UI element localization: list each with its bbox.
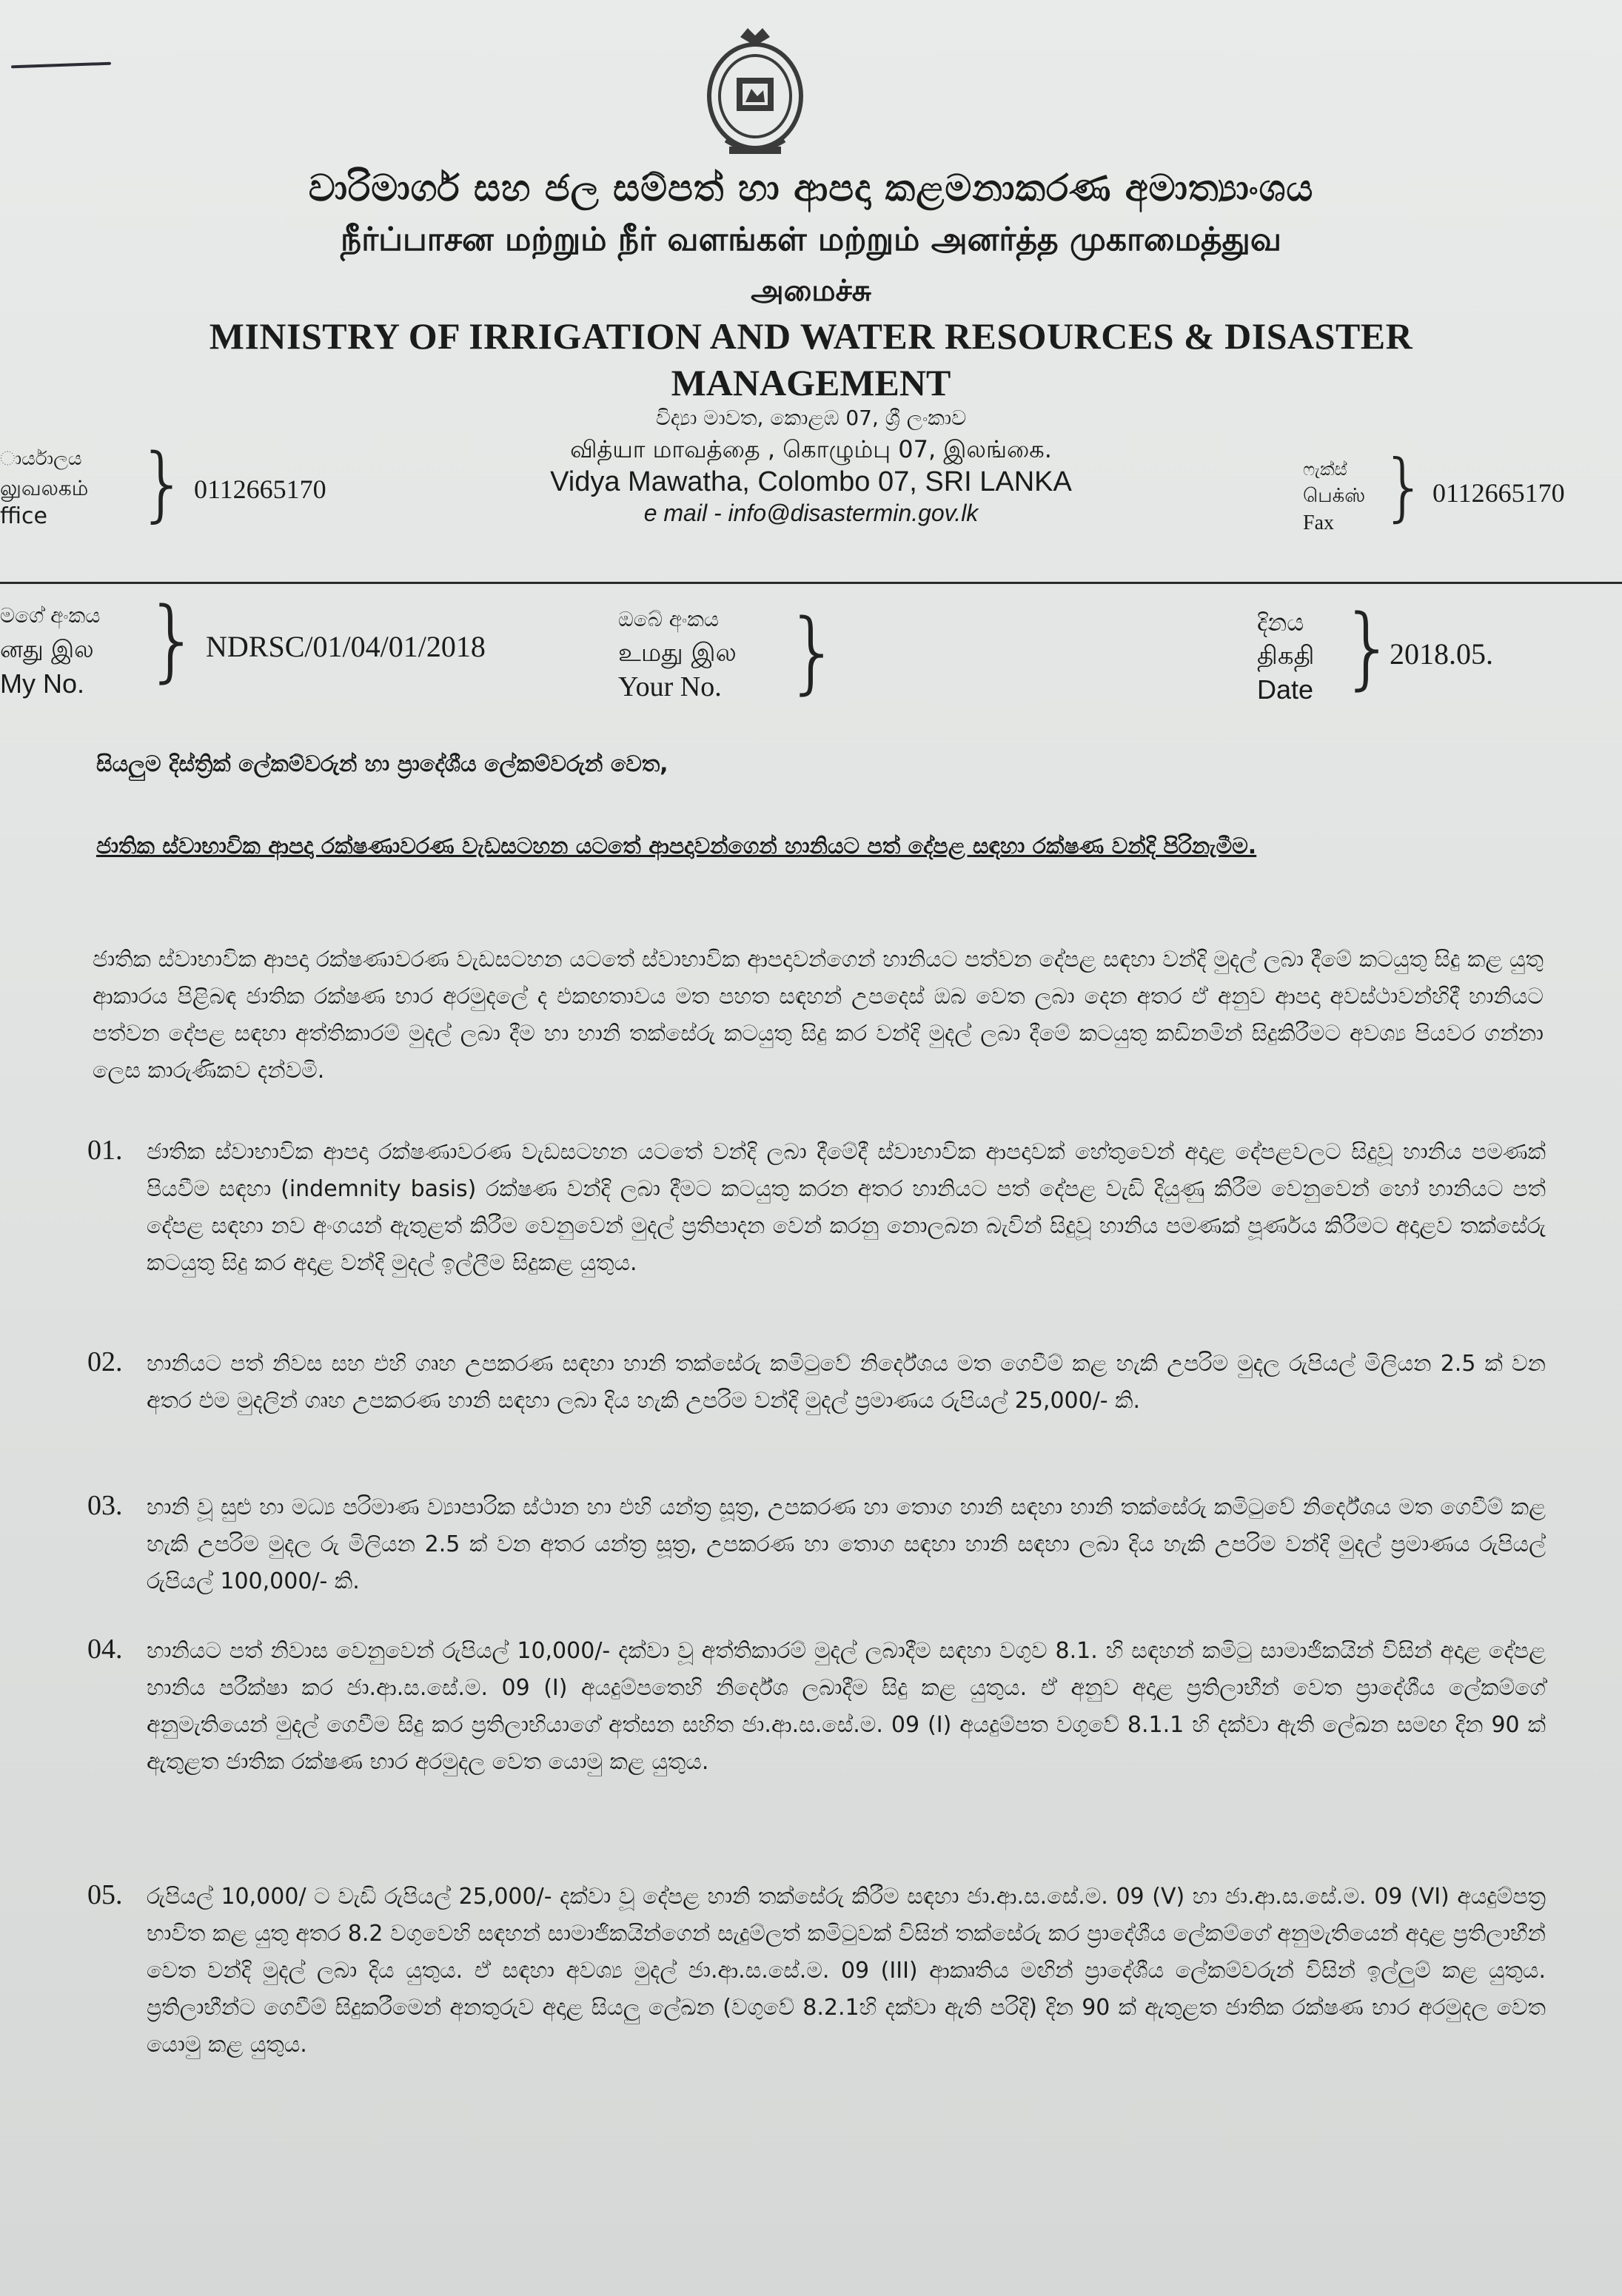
my-no-label-tamil: னது இல (0, 635, 94, 663)
sri-lanka-emblem-icon (700, 22, 811, 163)
item-text: රුපියල් 10,000/ ට වැඩි රුපියල් 25,000/- දක්වා වූ දේපළ හානි තක්සේරු කිරීම සඳහා ජා.ආ.ස.සේ.ම. 09 (V) හා ජා.ආ.ස.සේ.ම. 09 (VI) අයදුම්පත්‍ර භාවිත කළ යුතු අතර 8.2 වගුවෙහි සඳහන් සාමාජිකයින්ගෙන් සැදුම්ලත් කමිටුවක් විසින් තක්සේරු කර ප්‍රාදේශීය ලේකම්ගේ අනුමැතියෙන් අදාළ ප්‍රතිලාභීන් වෙත වන්දි මුදල් ලබා දිය යුතුය. ඒ සඳහා අවශ්‍ය මුදල් ජා.ආ.ස.සේ.ම. 09 (III) ආකෘතිය මඟින් ප්‍රාදේශීය ලේකම්වරුන් විසින් ඉල්ලුම් කළ යුතුය. ප්‍රතිලාභීන්ට ගෙවීම් සිදුකරීමෙන් අනතුරුව අදාළ සියලු ලේඛන (වගුවේ 8.2.1හි දක්වා ඇති පරිදි) දින 90 ක් ඇතුළත ජාතික රක්ෂණ භාර අරමුදල වෙත යොමු කළ යුතුය. (147, 1884, 1546, 2058)
date-label-tamil: திகதி (1257, 641, 1315, 671)
item-number: 02. (87, 1346, 123, 1377)
fax-brace: } (1381, 443, 1428, 530)
address-english: Vidya Mawatha, Colombo 07, SRI LANKA (550, 466, 1072, 497)
item-text: හානියට පත් නිවස සහ එහි ගෘහ උපකරණ සඳහා හානි තක්සේරු කමිටුවේ නිර්දේශය මත ගෙවීම් කළ හැකි උපරිම මුදල රුපියල් මිලියන 2.5 ක් වන අතර එම මුදලින් ගෘහ උපකරණ හානි සඳහා ලබා දිය හැකි උපරිම වන්දි මුදල් ප්‍රමාණය රුපියල් 25,000/- කි. (147, 1351, 1546, 1414)
salutation: සියලුම දිස්ත්‍රික් ලේකම්වරුන් හා ප්‍රාදේශීය ලේකම්වරුන් වෙත, (96, 751, 668, 777)
your-no-label-english: Your No. (618, 671, 722, 702)
your-no-label-sinhala: ඔබේ අංකය (618, 607, 719, 631)
date-value: 2018.05. (1390, 637, 1493, 671)
address-sinhala: විද්‍යා මාවත, කොළඹ 07, ශ්‍රී ලංකාව (655, 406, 967, 430)
item-number: 01. (87, 1135, 123, 1166)
office-label-tamil: லுவலகம் (0, 476, 89, 500)
ministry-name-english-line1: MINISTRY OF IRRIGATION AND WATER RESOURCES & DISASTER (209, 315, 1413, 357)
date-label-sinhala: දිනය (1257, 608, 1304, 637)
date-label-english: Date (1257, 674, 1314, 705)
office-phone: 0112665170 (194, 474, 326, 504)
date-brace: } (1340, 597, 1397, 699)
my-no-brace: } (144, 589, 201, 692)
item-number: 04. (87, 1634, 123, 1665)
subject-line: ජාතික ස්වාභාවික ආපදා රක්ෂණාවරණ වැඩසටහන යටතේ ආපදාවන්ගෙන් හානියට පත් දේපළ සඳහා රක්ෂණ වන්දි පිරිනැමීම. (96, 833, 1257, 859)
item-number: 05. (87, 1879, 123, 1910)
item-text: හානි වූ සුළු හා මධ්‍ය පරිමාණ ව්‍යාපාරික ස්ථාන හා එහි යන්ත්‍ර සූත්‍ර, උපකරණ හා තොග හානි සඳහා හානි තක්සේරු කමිටුවේ නිර්දේශය මත ගෙවීම් කළ හැකි උපරිම මුදල රු මිලියන 2.5 ක් වන අතර යන්ත්‍ර සූත්‍ර, උපකරණ හා තොග සඳහා හානි සඳහා ලබා දිය හැකි උපරිම වන්දි මුදල් ප්‍රමාණය රුපියල් රුපියල් 100,000/- කි. (147, 1494, 1546, 1594)
ministry-name-tamil-line2: அமைச்சு (751, 274, 871, 308)
my-no-value: NDRSC/01/04/01/2018 (206, 630, 486, 663)
your-no-label-tamil: உமது இல (618, 638, 737, 668)
ministry-name-sinhala: වාරිමාර්ග සහ ජල සම්පත් හා ආපදා කළමනාකරණ අමාත්‍යාංශය (308, 167, 1314, 209)
header-divider (0, 582, 1622, 584)
email-address: e mail - info@disastermin.gov.lk (643, 500, 979, 526)
ministry-name-tamil-line1: நீர்ப்பாசன மற்றும் நீர் வளங்கள் மற்றும் அனர்த்த முகாமைத்துவ (341, 221, 1281, 258)
intro-paragraph: ජාතික ස්වාභාවික ආපදා රක්ෂණාවරණ වැඩසටහන යටතේ ස්වාභාවික ආපදාවන්ගෙන් හානියට පත්වන දේපළ සඳහා වන්දි මුදල් ලබා දීමේ කටයුතු සිදු කළ යුතු ආකාරය පිළිබඳ ජාතික රක්ෂණ භාර අරමුදලේ ද එකඟතාවය මත පහත සඳහන් උපදෙස් ඔබ වෙත ලබා දෙන අතර ඒ අනුව ආපදා අවස්ථාවන්හිදී හානියට පත්වන දේපළ සඳහා අත්තිකාරම් මුදල් ලබා දීම හා හානි තක්සේරු කටයුතු සිදු කර වන්දි මුදල් ලබා දීමේ කටයුතු කඩිනමින් සිදුකිරීමට අවශ්‍ය පියවර ගන්නා ලෙස කාරුණිකව දන්වමි. (93, 947, 1544, 1084)
fax-label-english: Fax (1303, 511, 1334, 534)
fax-label-tamil: பெக்ஸ் (1303, 485, 1366, 507)
my-no-label-english: My No. (0, 668, 85, 699)
address-tamil: வித்யா மாவத்தை , கொழும்பு 07, இலங்கை. (570, 435, 1052, 463)
fax-number: 0112665170 (1432, 478, 1565, 508)
office-label-sinhala: ාර්යාලය (0, 448, 82, 470)
fax-label-sinhala: ෆැක්ස් (1303, 459, 1347, 480)
pen-mark (11, 62, 111, 69)
my-no-label-sinhala: මගේ අංකය (0, 603, 101, 628)
office-label-english: ffice (0, 503, 47, 529)
item-number: 03. (87, 1490, 123, 1521)
item-text: හානියට පත් නිවාස වෙනුවෙන් රුපියල් 10,000/- දක්වා වූ අත්තිකාරම් මුදල් ලබාදීම සඳහා වගුව 8.1. හි සඳහන් කමිටු සාමාජිකයින් විසින් අදාළ දේපළ හානිය පරීක්ෂා කර ජා.ආ.ස.සේ.ම. 09 (I) අයදුම්පතෙහි නිර්දේශ ලබාදීම සිදු කළ යුතුය. ඒ අනුව අදාළ ප්‍රතිලාභීන් වෙත ප්‍රාදේශීය ලේකම්ගේ අනුමැතියෙන් මුදල් ගෙවීම සිදු කර ප්‍රතිලාභියාගේ අත්සන සහිත ජා.ආ.ස.සේ.ම. 09 (I) අයදුම්පත වගුවේ 8.1.1 හි දක්වා ඇති ලේඛන සමඟ දින 90 ක් ඇතුළත ජාතික රක්ෂණ භාර අරමුදල වෙත යොමු කළ යුතුය. (147, 1638, 1546, 1775)
item-text: ජාතික ස්වාභාවික ආපදා රක්ෂණාවරණ වැඩසටහන යටතේ වන්දි ලබා දීමේදී ස්වාභාවික ආපදාවක් හේතුවෙන් අදාළ දේපළවලට සිදුවූ හානිය පමණක් පියවීම සඳහා (indemnity basis) රක්ෂණ වන්දි ලබා දීමට කටයුතු කරන අතර හානියට පත් දේපළ වැඩි දියුණු කිරීම වෙනුවෙන් හෝ හානියට පත් දේපළ සඳහා නව අංගයන් ඇතුළත් කිරීම වෙනුවෙන් මුදල් ප්‍රතිපාදන වෙන් කරනු නොලබන බැවින් සිදුවූ හානිය පමණක් පූර්ණය කිරීමට අදාළව තක්සේරු කටයුතු සිදු කර අදාළ වන්දි මුදල් ඉල්ලීම සිදුකළ යුතුය. (147, 1139, 1546, 1276)
ministry-name-english-line2: MANAGEMENT (671, 362, 951, 403)
office-brace: } (137, 436, 189, 531)
your-no-brace: } (785, 601, 842, 704)
